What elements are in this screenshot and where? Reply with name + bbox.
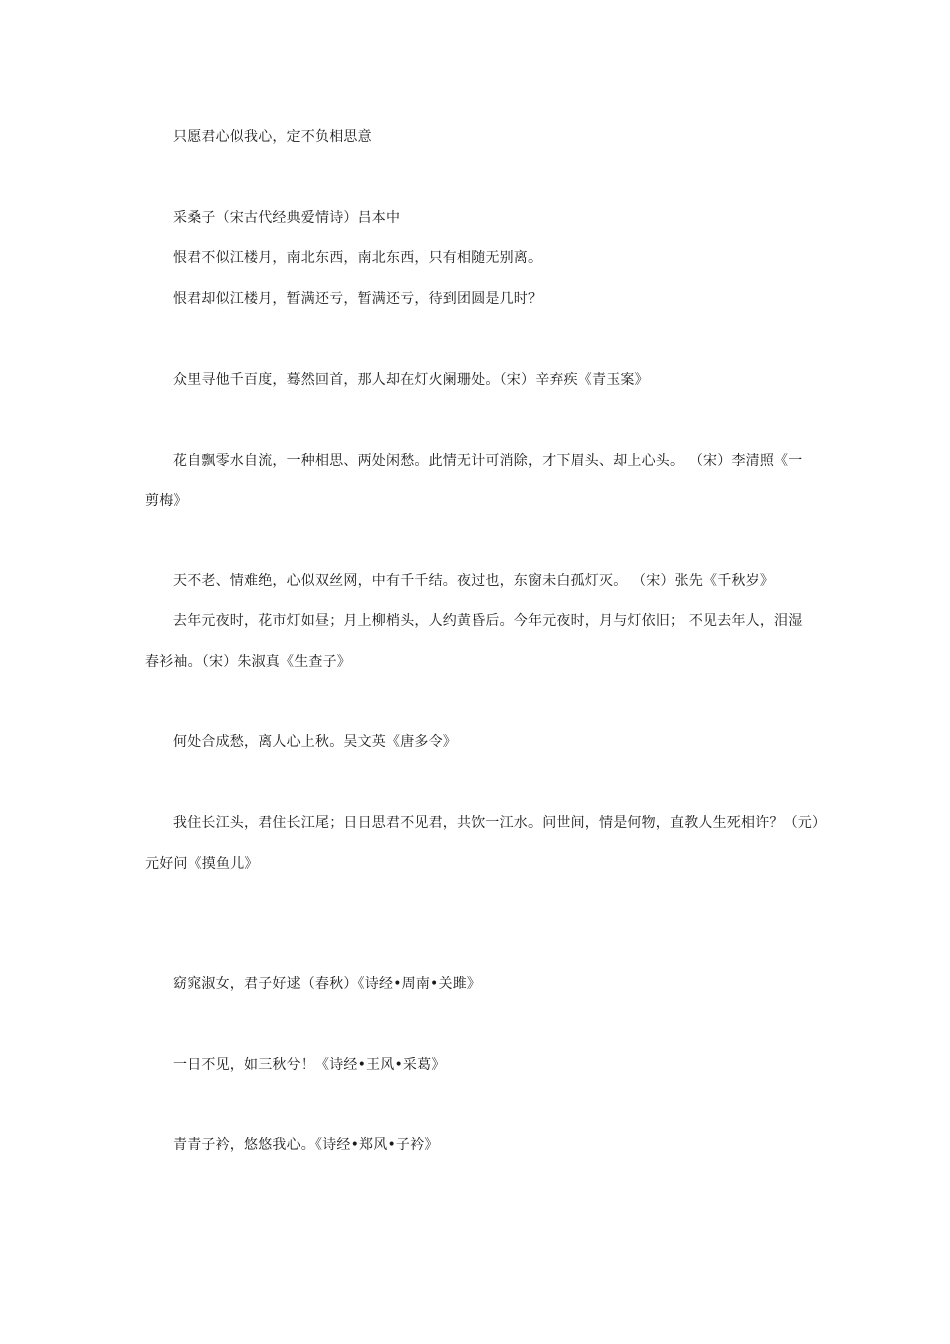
poem-line: 去年元夜时，花市灯如昼；月上柳梢头，人约黄昏后。今年元夜时，月与灯依旧； 不见去年人，泪湿	[173, 613, 803, 629]
poem-line: 恨君不似江楼月，南北东西，南北东西，只有相随无别离。	[173, 250, 543, 266]
poem-line-continuation: 元好问《摸鱼儿》	[145, 856, 259, 872]
poem-line-continuation: 剪梅》	[145, 493, 188, 509]
poem-line: 何处合成愁，离人心上秋。吴文英《唐多令》	[173, 734, 457, 750]
poem-line: 窈窕淑女，君子好逑（春秋）《诗经•周南•关雎》	[173, 976, 482, 992]
poem-title-line: 采桑子（宋古代经典爱情诗）吕本中	[173, 210, 401, 226]
poem-line: 青青子衿，悠悠我心。《诗经•郑风•子衿》	[173, 1137, 439, 1153]
poem-line: 我住长江头，君住长江尾；日日思君不见君，共饮一江水。问世间，情是何物，直教人生死相许？（元）	[173, 815, 827, 831]
poem-line: 只愿君心似我心，定不负相思意	[173, 129, 372, 145]
poem-line: 天不老、情难绝，心似双丝网，中有千千结。夜过也，东窗未白孤灯灭。 （宋）张先《千秋岁》	[173, 573, 775, 589]
poem-line: 众里寻他千百度，蓦然回首，那人却在灯火阑珊处。（宋）辛弃疾《青玉案》	[173, 372, 649, 388]
poem-line-continuation: 春衫袖。（宋）朱淑真《生查子》	[145, 654, 351, 670]
poem-line: 花自飘零水自流，一种相思、两处闲愁。此情无计可消除，才下眉头、却上心头。 （宋）李清照《一	[173, 453, 803, 469]
poem-line: 一日不见，如三秋兮！《诗经•王风•采葛》	[173, 1057, 446, 1073]
poem-line: 恨君却似江楼月，暂满还亏，暂满还亏，待到团圆是几时？	[173, 291, 543, 307]
